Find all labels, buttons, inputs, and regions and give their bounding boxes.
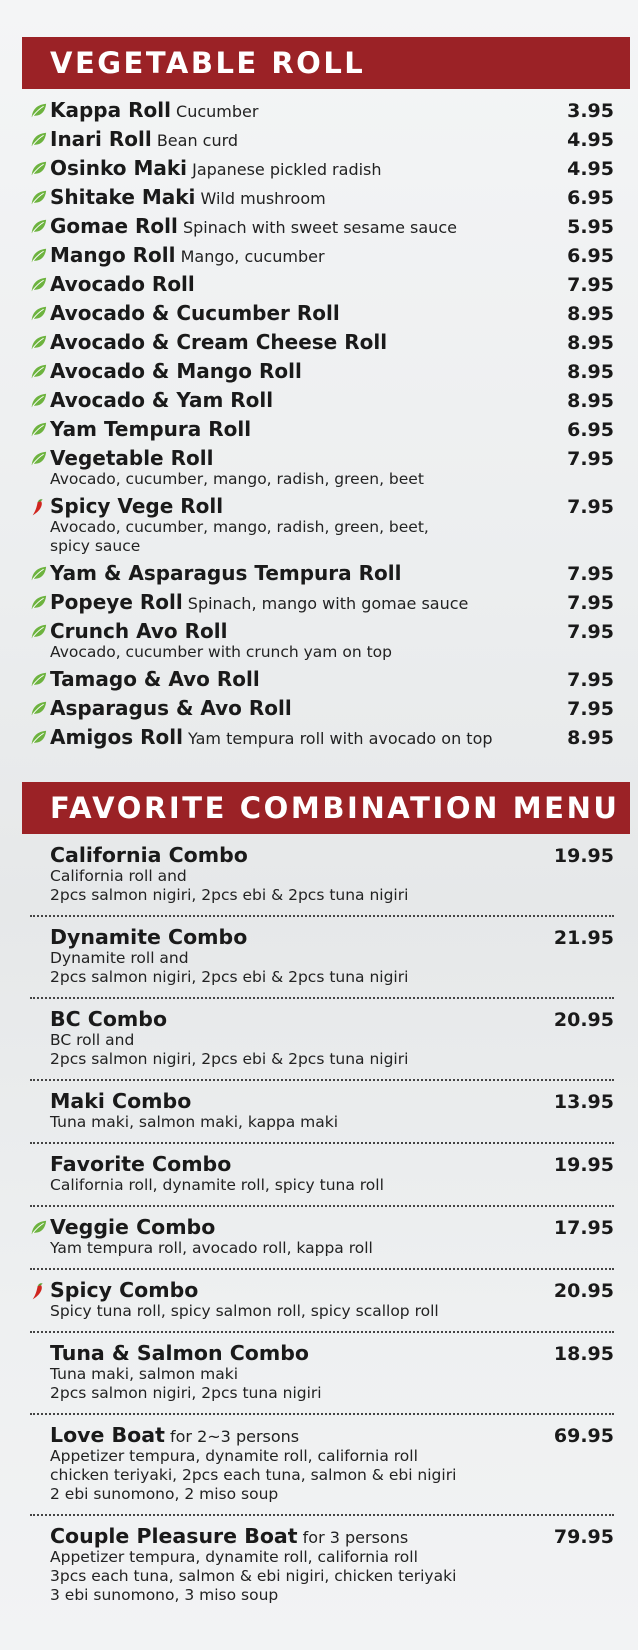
leaf-icon [30, 421, 47, 438]
vegetable-roll-banner [22, 37, 630, 89]
item-price: 3.95 [567, 100, 614, 122]
item-price: 7.95 [567, 669, 614, 691]
item-name: Avocado & Mango Roll [50, 359, 302, 383]
item-price: 79.95 [553, 1526, 614, 1548]
item-name: Mango Roll [50, 243, 176, 267]
item-name: Shitake Maki [50, 185, 196, 209]
menu-item [30, 619, 614, 662]
item-name: Osinko Maki [50, 156, 188, 180]
item-name: Popeye Roll [50, 590, 183, 614]
item-subtitle: Japanese pickled radish [192, 160, 382, 179]
item-price: 8.95 [567, 727, 614, 749]
menu-item-title [50, 494, 223, 518]
leaf-icon [30, 247, 47, 264]
item-description: Avocado, cucumber, mango, radish, green, beet, spicy sauce [50, 518, 429, 555]
vegetable-roll-list [30, 98, 614, 754]
menu-item [30, 156, 614, 180]
item-subtitle: Spinach, mango with gomae sauce [187, 594, 469, 613]
item-name: Avocado & Cream Cheese Roll [50, 330, 388, 354]
menu-item [30, 1423, 614, 1516]
item-price: 4.95 [567, 158, 614, 180]
menu-item-title [50, 214, 457, 238]
leaf-icon [30, 363, 47, 380]
menu-item-row [50, 330, 614, 354]
menu-item-title [50, 667, 260, 691]
menu-item [30, 1278, 614, 1333]
menu-item-row [50, 301, 614, 325]
item-price: 7.95 [567, 274, 614, 296]
menu-item-row [50, 272, 614, 296]
item-name: Inari Roll [50, 127, 152, 151]
item-name: Yam Tempura Roll [50, 417, 252, 441]
item-description: Yam tempura roll, avocado roll, kappa roll [50, 1239, 373, 1257]
menu-item [30, 1524, 614, 1615]
item-price: 7.95 [567, 592, 614, 614]
menu-item-row [50, 98, 614, 122]
menu-item [30, 417, 614, 441]
item-description: Tuna maki, salmon maki, kappa maki [50, 1113, 339, 1131]
item-price: 17.95 [553, 1217, 614, 1239]
item-name: Amigos Roll [50, 725, 183, 749]
menu-item [30, 359, 614, 383]
item-price: 5.95 [567, 216, 614, 238]
leaf-icon [30, 218, 47, 235]
menu-item-title [50, 301, 340, 325]
menu-item [30, 1215, 614, 1270]
item-price: 19.95 [553, 1154, 614, 1176]
item-name: Dynamite Combo [50, 925, 248, 949]
leaf-icon [30, 276, 47, 293]
menu-item-title [50, 561, 401, 585]
item-subtitle: for 2~3 persons [170, 1427, 300, 1446]
menu-item-row [50, 127, 614, 151]
item-name: Gomae Roll [50, 214, 178, 238]
menu-item-row [50, 1423, 614, 1447]
item-subtitle: Cucumber [176, 102, 259, 121]
leaf-icon [30, 131, 47, 148]
menu-item-title [50, 127, 238, 151]
item-price: 8.95 [567, 303, 614, 325]
menu-item [30, 667, 614, 691]
item-description: BC roll and 2pcs salmon nigiri, 2pcs ebi & 2pcs tuna nigiri [50, 1031, 409, 1068]
item-price: 7.95 [567, 563, 614, 585]
menu-item-title [50, 1007, 167, 1031]
menu-item-title [50, 1152, 231, 1176]
item-name: Favorite Combo [50, 1152, 232, 1176]
item-description: Appetizer tempura, dynamite roll, california roll chicken teriyaki, 2pcs each tuna, salmon & ebi nigiri 2 ebi sunomono, 2 miso soup [50, 1447, 457, 1503]
menu-item [30, 388, 614, 412]
leaf-icon [30, 623, 47, 640]
menu-item-row [50, 925, 614, 949]
menu-item-row [50, 667, 614, 691]
item-subtitle: Spinach with sweet sesame sauce [182, 218, 457, 237]
item-price: 7.95 [567, 448, 614, 470]
menu-item-row [50, 243, 614, 267]
item-price: 6.95 [567, 245, 614, 267]
menu-item-row [50, 561, 614, 585]
menu-item-title [50, 843, 248, 867]
combination-menu-list [30, 843, 614, 1623]
leaf-icon [30, 671, 47, 688]
menu-item [30, 446, 614, 489]
item-price: 7.95 [567, 698, 614, 720]
menu-item-title [50, 330, 387, 354]
item-price: 20.95 [553, 1280, 614, 1302]
item-description: Appetizer tempura, dynamite roll, california roll 3pcs each tuna, salmon & ebi nigiri, chicken teriyaki 3 ebi sunomono, 3 miso soup [50, 1548, 457, 1604]
menu-item-title [50, 359, 302, 383]
menu-item-title [50, 185, 326, 209]
leaf-icon [30, 189, 47, 206]
item-price: 6.95 [567, 187, 614, 209]
menu-item-row [50, 446, 614, 470]
menu-item-row [50, 696, 614, 720]
item-price: 21.95 [553, 927, 614, 949]
menu-item-title [50, 1089, 191, 1113]
item-price: 7.95 [567, 496, 614, 518]
leaf-icon [30, 392, 47, 409]
chili-pepper-icon [30, 497, 47, 517]
menu-item [30, 127, 614, 151]
item-name: Avocado & Yam Roll [50, 388, 274, 412]
item-description: California roll, dynamite roll, spicy tuna roll [50, 1176, 384, 1194]
menu-item-title [50, 925, 247, 949]
menu-item-title [50, 272, 195, 296]
menu-item [30, 725, 614, 749]
item-name: BC Combo [50, 1007, 168, 1031]
leaf-icon [30, 700, 47, 717]
menu-item-row [50, 185, 614, 209]
item-description: Dynamite roll and 2pcs salmon nigiri, 2pcs ebi & 2pcs tuna nigiri [50, 949, 409, 986]
item-subtitle: Bean curd [156, 131, 239, 150]
menu-item-title [50, 1524, 408, 1548]
item-name: Couple Pleasure Boat [50, 1524, 298, 1548]
chili-pepper-icon [30, 1281, 47, 1301]
item-price: 7.95 [567, 621, 614, 643]
item-price: 8.95 [567, 332, 614, 354]
menu-item-row [50, 1007, 614, 1031]
menu-item-title [50, 619, 227, 643]
menu-item [30, 1089, 614, 1144]
menu-item-title [50, 446, 213, 470]
menu-item [30, 301, 614, 325]
menu-item-row [50, 388, 614, 412]
menu-item [30, 696, 614, 720]
menu-item-title [50, 696, 292, 720]
leaf-icon [30, 594, 47, 611]
item-name: Spicy Combo [50, 1278, 199, 1302]
menu-item-row [50, 1278, 614, 1302]
item-price: 8.95 [567, 390, 614, 412]
item-price: 18.95 [553, 1343, 614, 1365]
item-name: Tamago & Avo Roll [50, 667, 260, 691]
item-description: Avocado, cucumber, mango, radish, green, beet [50, 470, 424, 488]
item-description: Tuna maki, salmon maki 2pcs salmon nigiri, 2pcs tuna nigiri [50, 1365, 322, 1402]
leaf-icon [30, 565, 47, 582]
menu-item-row [50, 1089, 614, 1113]
item-subtitle: Mango, cucumber [180, 247, 325, 266]
leaf-icon [30, 305, 47, 322]
item-price: 19.95 [553, 845, 614, 867]
menu-item-row [50, 214, 614, 238]
menu-item-row [50, 417, 614, 441]
item-name: Avocado Roll [50, 272, 195, 296]
menu-item-title [50, 243, 325, 267]
leaf-icon [30, 1219, 47, 1236]
menu-item-title [50, 590, 468, 614]
item-price: 4.95 [567, 129, 614, 151]
menu-item-title [50, 156, 382, 180]
menu-item-row [50, 1215, 614, 1239]
item-name: Asparagus & Avo Roll [50, 696, 292, 720]
leaf-icon [30, 160, 47, 177]
leaf-icon [30, 102, 47, 119]
menu-item [30, 1007, 614, 1081]
menu-item [30, 925, 614, 999]
item-name: Kappa Roll [50, 98, 171, 122]
menu-item-title [50, 725, 493, 749]
menu-item [30, 1152, 614, 1207]
leaf-icon [30, 334, 47, 351]
menu-item-row [50, 619, 614, 643]
item-price: 13.95 [553, 1091, 614, 1113]
item-price: 6.95 [567, 419, 614, 441]
menu-item-row [50, 359, 614, 383]
menu-item-row [50, 843, 614, 867]
menu-item-title [50, 1423, 299, 1447]
combination-menu-title: FAVORITE COMBINATION MENU [50, 791, 620, 825]
menu-item-row [50, 1524, 614, 1548]
item-name: Veggie Combo [50, 1215, 216, 1239]
item-price: 20.95 [553, 1009, 614, 1031]
combination-menu-banner [22, 782, 630, 834]
menu-item-title [50, 417, 251, 441]
leaf-icon [30, 729, 47, 746]
menu-item [30, 214, 614, 238]
item-description: California roll and 2pcs salmon nigiri, 2pcs ebi & 2pcs tuna nigiri [50, 867, 409, 904]
menu-item-title [50, 388, 273, 412]
item-subtitle: Wild mushroom [200, 189, 326, 208]
menu-item-title [50, 1215, 215, 1239]
menu-item [30, 185, 614, 209]
leaf-icon [30, 450, 47, 467]
item-description: Avocado, cucumber with crunch yam on top [50, 643, 392, 661]
menu-item [30, 494, 614, 556]
menu-item-row [50, 1341, 614, 1365]
item-price: 69.95 [553, 1425, 614, 1447]
menu-item-row [50, 590, 614, 614]
item-description: Spicy tuna roll, spicy salmon roll, spicy scallop roll [50, 1302, 439, 1320]
menu-item [30, 561, 614, 585]
menu-item [30, 243, 614, 267]
item-name: Crunch Avo Roll [50, 619, 228, 643]
menu-item [30, 272, 614, 296]
menu-item [30, 1341, 614, 1415]
menu-item-row [50, 725, 614, 749]
menu-item [30, 98, 614, 122]
item-name: Avocado & Cucumber Roll [50, 301, 340, 325]
menu-item [30, 330, 614, 354]
item-name: California Combo [50, 843, 248, 867]
menu-item-title [50, 1278, 198, 1302]
item-subtitle: for 3 persons [302, 1528, 409, 1547]
item-name: Vegetable Roll [50, 446, 214, 470]
menu-item-title [50, 1341, 309, 1365]
item-price: 8.95 [567, 361, 614, 383]
item-name: Yam & Asparagus Tempura Roll [50, 561, 402, 585]
item-name: Tuna & Salmon Combo [50, 1341, 309, 1365]
menu-item-row [50, 156, 614, 180]
vegetable-roll-title: VEGETABLE ROLL [50, 46, 366, 80]
item-name: Spicy Vege Roll [50, 494, 224, 518]
menu-item-row [50, 494, 614, 518]
menu-item [30, 590, 614, 614]
item-name: Love Boat [50, 1423, 165, 1447]
item-subtitle: Yam tempura roll with avocado on top [188, 729, 493, 748]
menu-item-title [50, 98, 258, 122]
menu-item-row [50, 1152, 614, 1176]
menu-item [30, 843, 614, 917]
item-name: Maki Combo [50, 1089, 192, 1113]
